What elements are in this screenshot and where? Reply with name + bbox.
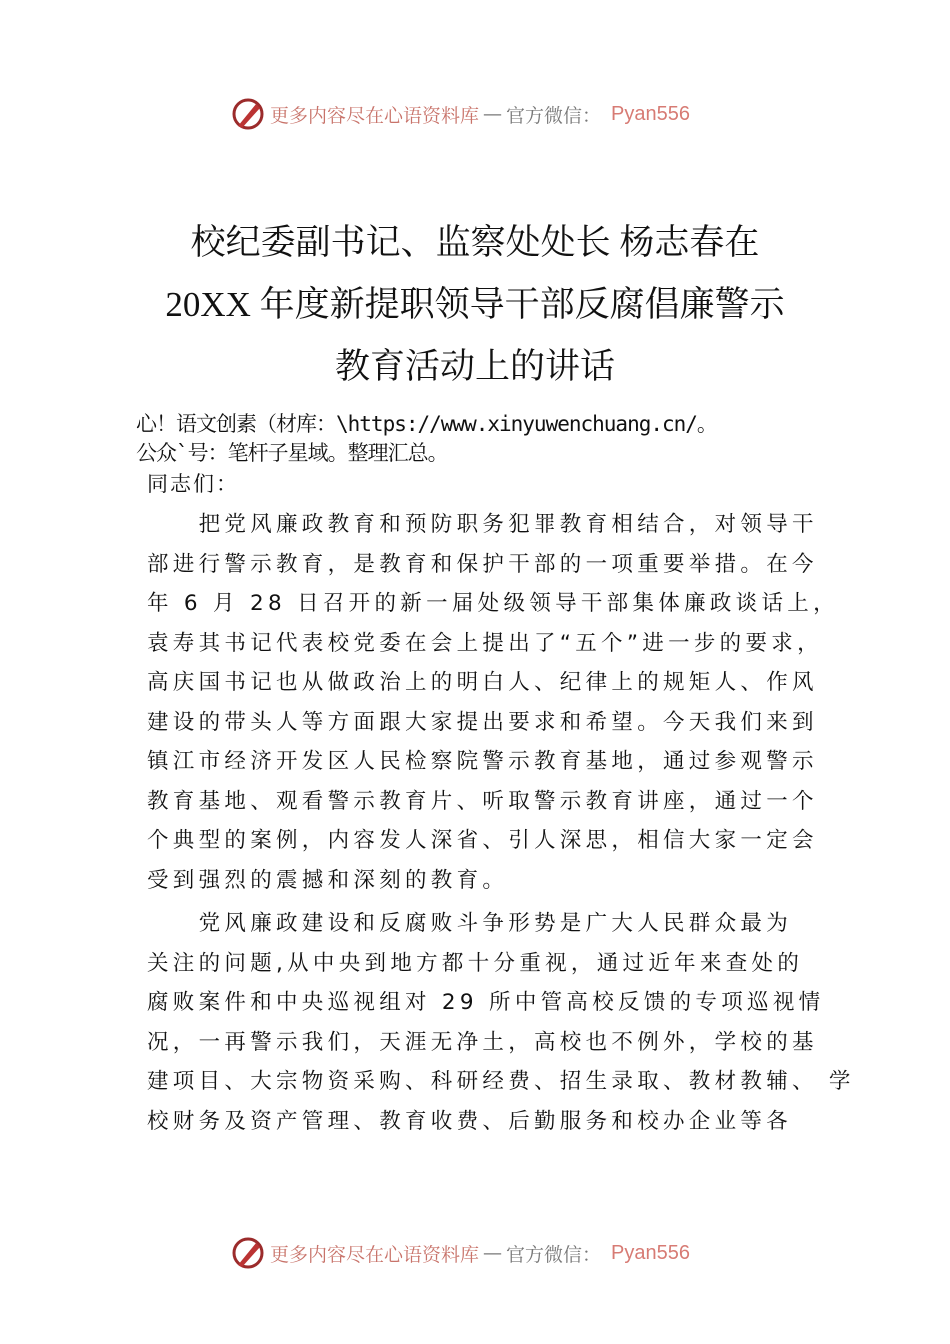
banner-wechat-id: Pyan556 <box>611 1241 690 1264</box>
banner-text: 更多内容尽在心语资料库 <box>270 1243 480 1266</box>
title-line: 校纪委副书记、监察处处长 杨志春在 <box>190 223 760 262</box>
text-line: 腐败案件和中央巡视组对 29 所中管高校反馈的专项巡视情 <box>147 990 825 1015</box>
banner-wechat-id: Pyan556 <box>611 102 690 125</box>
text-line: 个典型的案例，内容发人深省、引人深思，相信大家一定会 <box>147 828 818 853</box>
text-line: 把党风廉政教育和预防职务犯罪教育相结合，对领导干 <box>147 512 818 537</box>
greeting: 同志们： <box>147 472 239 496</box>
footer-banner <box>230 1233 730 1273</box>
text-line: 校财务及资产管理、教育收费、后勤服务和校办企业等各 <box>147 1108 793 1134</box>
note-line: 公众`号：笔杆子星域。整理汇总。 <box>136 441 448 465</box>
source-note <box>136 410 717 468</box>
text-line: 建项目、大宗物资采购、科研经费、招生录取、教材教辅、 学 <box>147 1069 855 1094</box>
pen-logo-icon <box>230 1235 266 1271</box>
text-line: 镇江市经济开发区人民检察院警示教育基地，通过参观警示 <box>147 749 818 774</box>
text-line: 教育基地、观看警示教育片、听取警示教育讲座，通过一个 <box>147 788 818 814</box>
pen-logo-icon <box>230 96 266 132</box>
text-line: 况，一再警示我们，天涯无净土，高校也不例外，学校的基 <box>147 1029 818 1055</box>
text-line: 部进行警示教育，是教育和保护干部的一项重要举措。在今 <box>147 551 818 577</box>
text-line: 关注的问题,从中央到地方都十分重视，通过近年来查处的 <box>147 950 804 976</box>
title-line: 教育活动上的讲话 <box>334 347 615 386</box>
paragraph-2 <box>147 904 855 1141</box>
text-line: 年 6 月 28 日召开的新一届处级领导干部集体廉政谈话上， <box>147 591 839 616</box>
text-line: 建设的带头人等方面跟大家提出要求和希望。今天我们来到 <box>147 709 818 735</box>
paragraph-1 <box>147 505 855 900</box>
header-banner <box>230 94 730 134</box>
note-line: 心！语文创素（材库：\https://www.xinyuwenchuang.cn/。 <box>136 412 717 436</box>
text-line: 袁寿其书记代表校党委在会上提出了“五个”进一步的要求， <box>147 630 823 656</box>
banner-wechat-label: 官方微信： <box>506 104 602 127</box>
banner-wechat-label: 官方微信： <box>506 1243 602 1266</box>
document-body <box>147 505 855 1141</box>
banner-separator: — <box>483 103 503 125</box>
text-line: 受到强烈的震撼和深刻的教育。 <box>147 867 509 893</box>
banner-separator: — <box>483 1242 503 1264</box>
document-title <box>0 212 950 398</box>
banner-text: 更多内容尽在心语资料库 <box>270 104 480 127</box>
text-line: 党风廉政建设和反腐败斗争形势是广大人民群众最为 <box>147 911 793 936</box>
text-line: 高庆国书记也从做政治上的明白人、纪律上的规矩人、作风 <box>147 670 818 695</box>
title-line: 20XX 年度新提职领导干部反腐倡廉警示 <box>165 285 785 324</box>
